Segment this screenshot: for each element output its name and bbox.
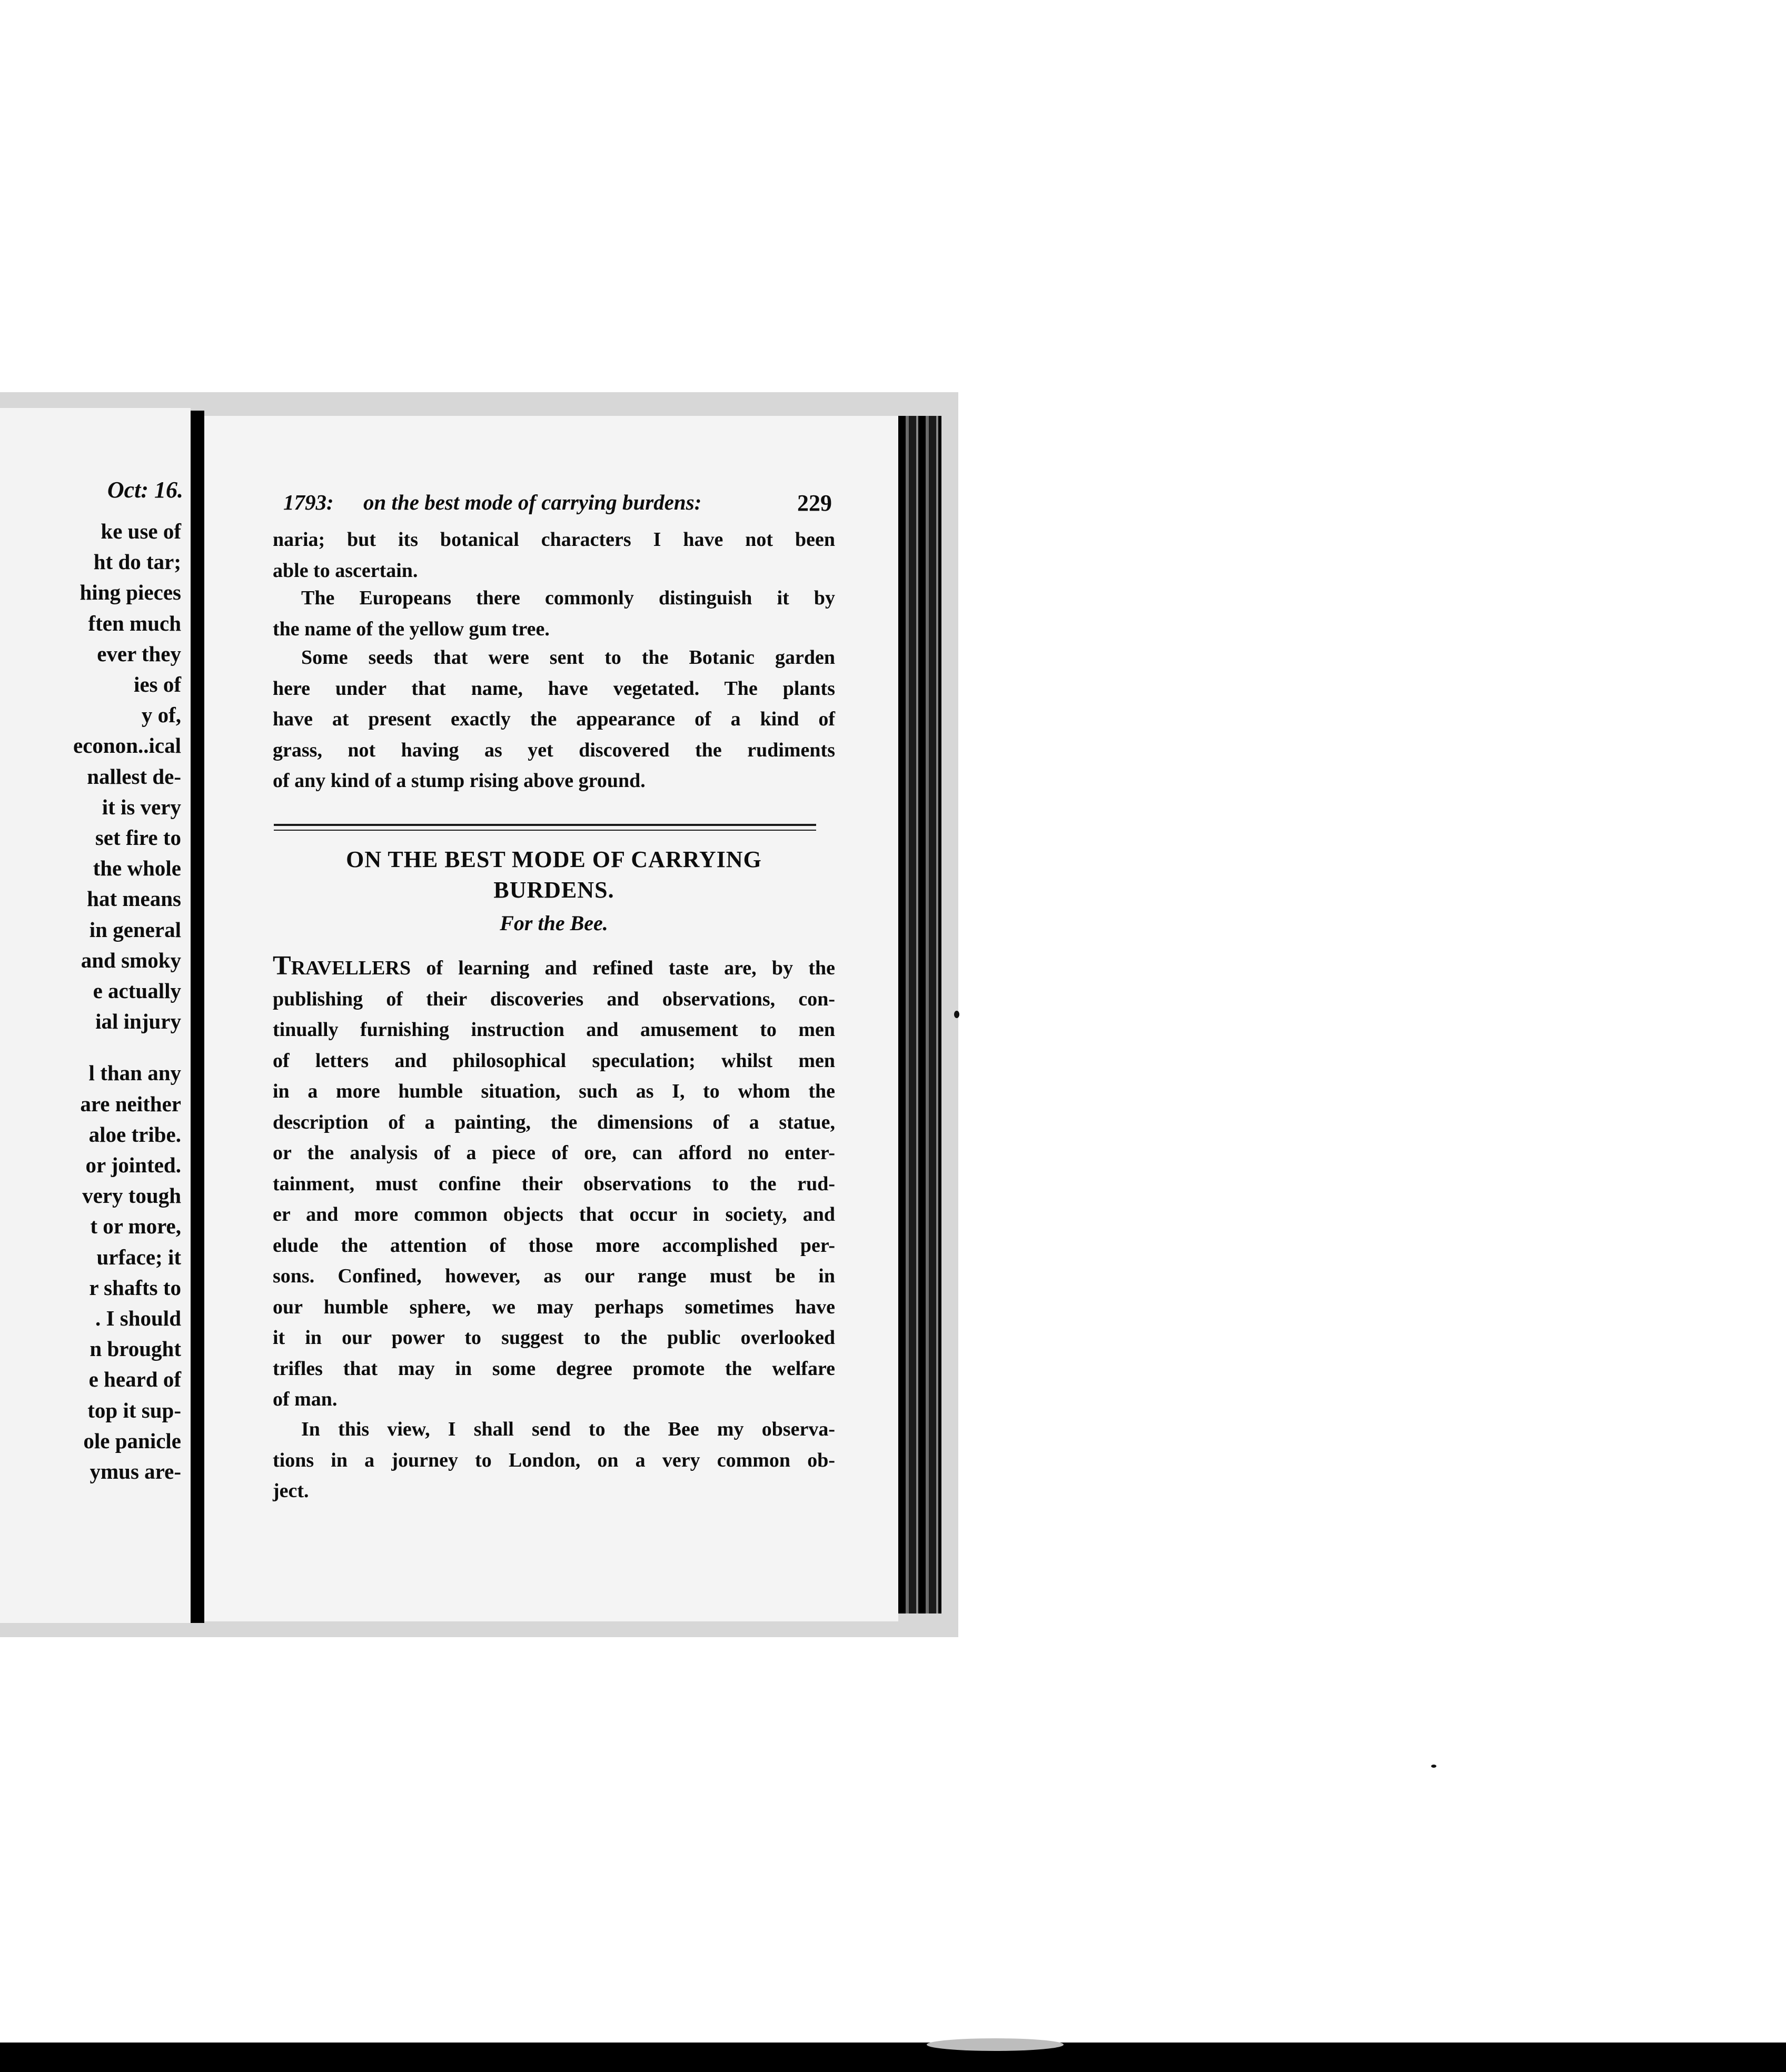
text-line: able to ascertain. — [273, 559, 418, 582]
text-line: of man. — [273, 1388, 338, 1410]
page-gutter — [191, 411, 204, 1623]
left-line: l than any — [88, 1061, 181, 1085]
scanner-edge-highlight — [927, 2038, 1064, 2051]
left-line: and smoky — [81, 948, 181, 972]
article-title — [273, 844, 835, 905]
text-line — [273, 951, 835, 984]
scan-speck — [1431, 1765, 1436, 1768]
left-line: y of, — [141, 703, 181, 728]
text-line: In this view, I shall send to the Bee my observa- — [301, 1418, 835, 1440]
left-line: e actually — [93, 979, 181, 1003]
left-page — [0, 408, 191, 1623]
left-line: n brought — [90, 1337, 181, 1361]
left-line: . I should — [95, 1306, 181, 1331]
first-word: RAVELLERS — [291, 957, 411, 979]
left-line: hat means — [87, 886, 181, 911]
section-rule-bottom — [274, 830, 816, 831]
left-line: it is very — [102, 794, 181, 819]
text-line: the name of the yellow gum tree. — [273, 617, 550, 640]
running-head-title: on the best mode of carrying burdens: — [363, 490, 702, 514]
page-edges — [898, 416, 941, 1613]
left-line: or jointed. — [85, 1153, 181, 1178]
article-title-line: BURDENS. — [493, 877, 614, 903]
text-line: or the analysis of a piece of ore, can afford no enter- — [273, 1142, 835, 1164]
text-line: trifles that may in some degree promote the welfare — [273, 1357, 835, 1380]
text-line: of letters and philosophical speculation; whilst men — [273, 1049, 835, 1072]
left-line: e heard of — [88, 1367, 181, 1392]
paragraph-europeans — [273, 583, 835, 644]
left-line: ever they — [97, 641, 181, 666]
text-line: ject. — [273, 1480, 309, 1502]
left-line: top it sup- — [87, 1398, 181, 1422]
text-line: sons. Confined, however, as our range must be in — [273, 1265, 835, 1287]
left-line: ial injury — [95, 1009, 181, 1034]
first-line-text: of learning and refined taste are, by the — [411, 957, 835, 979]
left-line: urface; it — [96, 1244, 181, 1269]
left-line: ies of — [134, 672, 181, 697]
article-paragraph-2 — [273, 1414, 835, 1507]
opening-paragraph — [273, 524, 835, 586]
left-line: are neither — [80, 1091, 181, 1116]
left-line: ole panicle — [83, 1428, 181, 1453]
text-line: The Europeans there commonly distinguish it by — [301, 587, 835, 609]
article-byline: For the Bee. — [500, 911, 608, 935]
left-line: in general — [89, 917, 181, 942]
left-line: ymus are- — [90, 1459, 181, 1484]
text-line: in a more humble situation, such as I, to whom the — [273, 1080, 835, 1102]
page-number: 229 — [797, 490, 832, 516]
left-line: t or more, — [90, 1214, 181, 1239]
left-line: the whole — [93, 856, 181, 881]
drop-cap: T — [273, 951, 291, 981]
running-head — [283, 490, 832, 521]
scanner-edge — [0, 2043, 1786, 2072]
article-paragraph-1 — [273, 951, 835, 1415]
left-line: aloe tribe. — [88, 1122, 181, 1147]
text-line: publishing of their discoveries and observations, con- — [273, 988, 835, 1010]
text-line: description of a painting, the dimensions of a statue, — [273, 1111, 835, 1133]
text-line: tainment, must confine their observations to the rud- — [273, 1172, 835, 1195]
left-page-text — [73, 516, 181, 1487]
left-line: ke use of — [101, 519, 181, 543]
text-line: of any kind of a stump rising above ground. — [273, 770, 646, 792]
section-rule-top — [274, 824, 816, 826]
text-line: Some seeds that were sent to the Botanic garden — [301, 646, 835, 669]
text-line: tions in a journey to London, on a very common ob- — [273, 1449, 835, 1471]
text-line: it in our power to suggest to the public overlooked — [273, 1327, 835, 1349]
left-page-header: Oct: 16. — [107, 477, 183, 503]
running-head-year: 1793: — [283, 490, 334, 514]
left-line: r shafts to — [89, 1275, 181, 1300]
text-line: tinually furnishing instruction and amusement to men — [273, 1019, 835, 1041]
text-line: naria; but its botanical characters I have not been — [273, 529, 835, 551]
left-line: nallest de- — [87, 764, 181, 789]
text-line: elude the attention of those more accomplished per- — [273, 1234, 835, 1257]
left-line: very tough — [82, 1183, 181, 1208]
text-line: grass, not having as yet discovered the rudiments — [273, 739, 835, 761]
left-line: ht do tar; — [93, 550, 181, 574]
left-line: econon..ical — [73, 733, 181, 758]
text-line: here under that name, have vegetated. The plants — [273, 677, 835, 700]
text-line: our humble sphere, we may perhaps sometimes have — [273, 1296, 835, 1318]
scan-speck — [954, 1011, 959, 1018]
text-line: er and more common objects that occur in society, and — [273, 1203, 835, 1226]
paragraph-seeds — [273, 642, 835, 796]
left-line: ften much — [88, 611, 181, 635]
left-line: hing pieces — [80, 580, 181, 605]
article-title-line: ON THE BEST MODE OF CARRYING — [346, 846, 762, 872]
left-line: set fire to — [95, 825, 181, 850]
text-line: have at present exactly the appearance of a kind of — [273, 708, 835, 730]
